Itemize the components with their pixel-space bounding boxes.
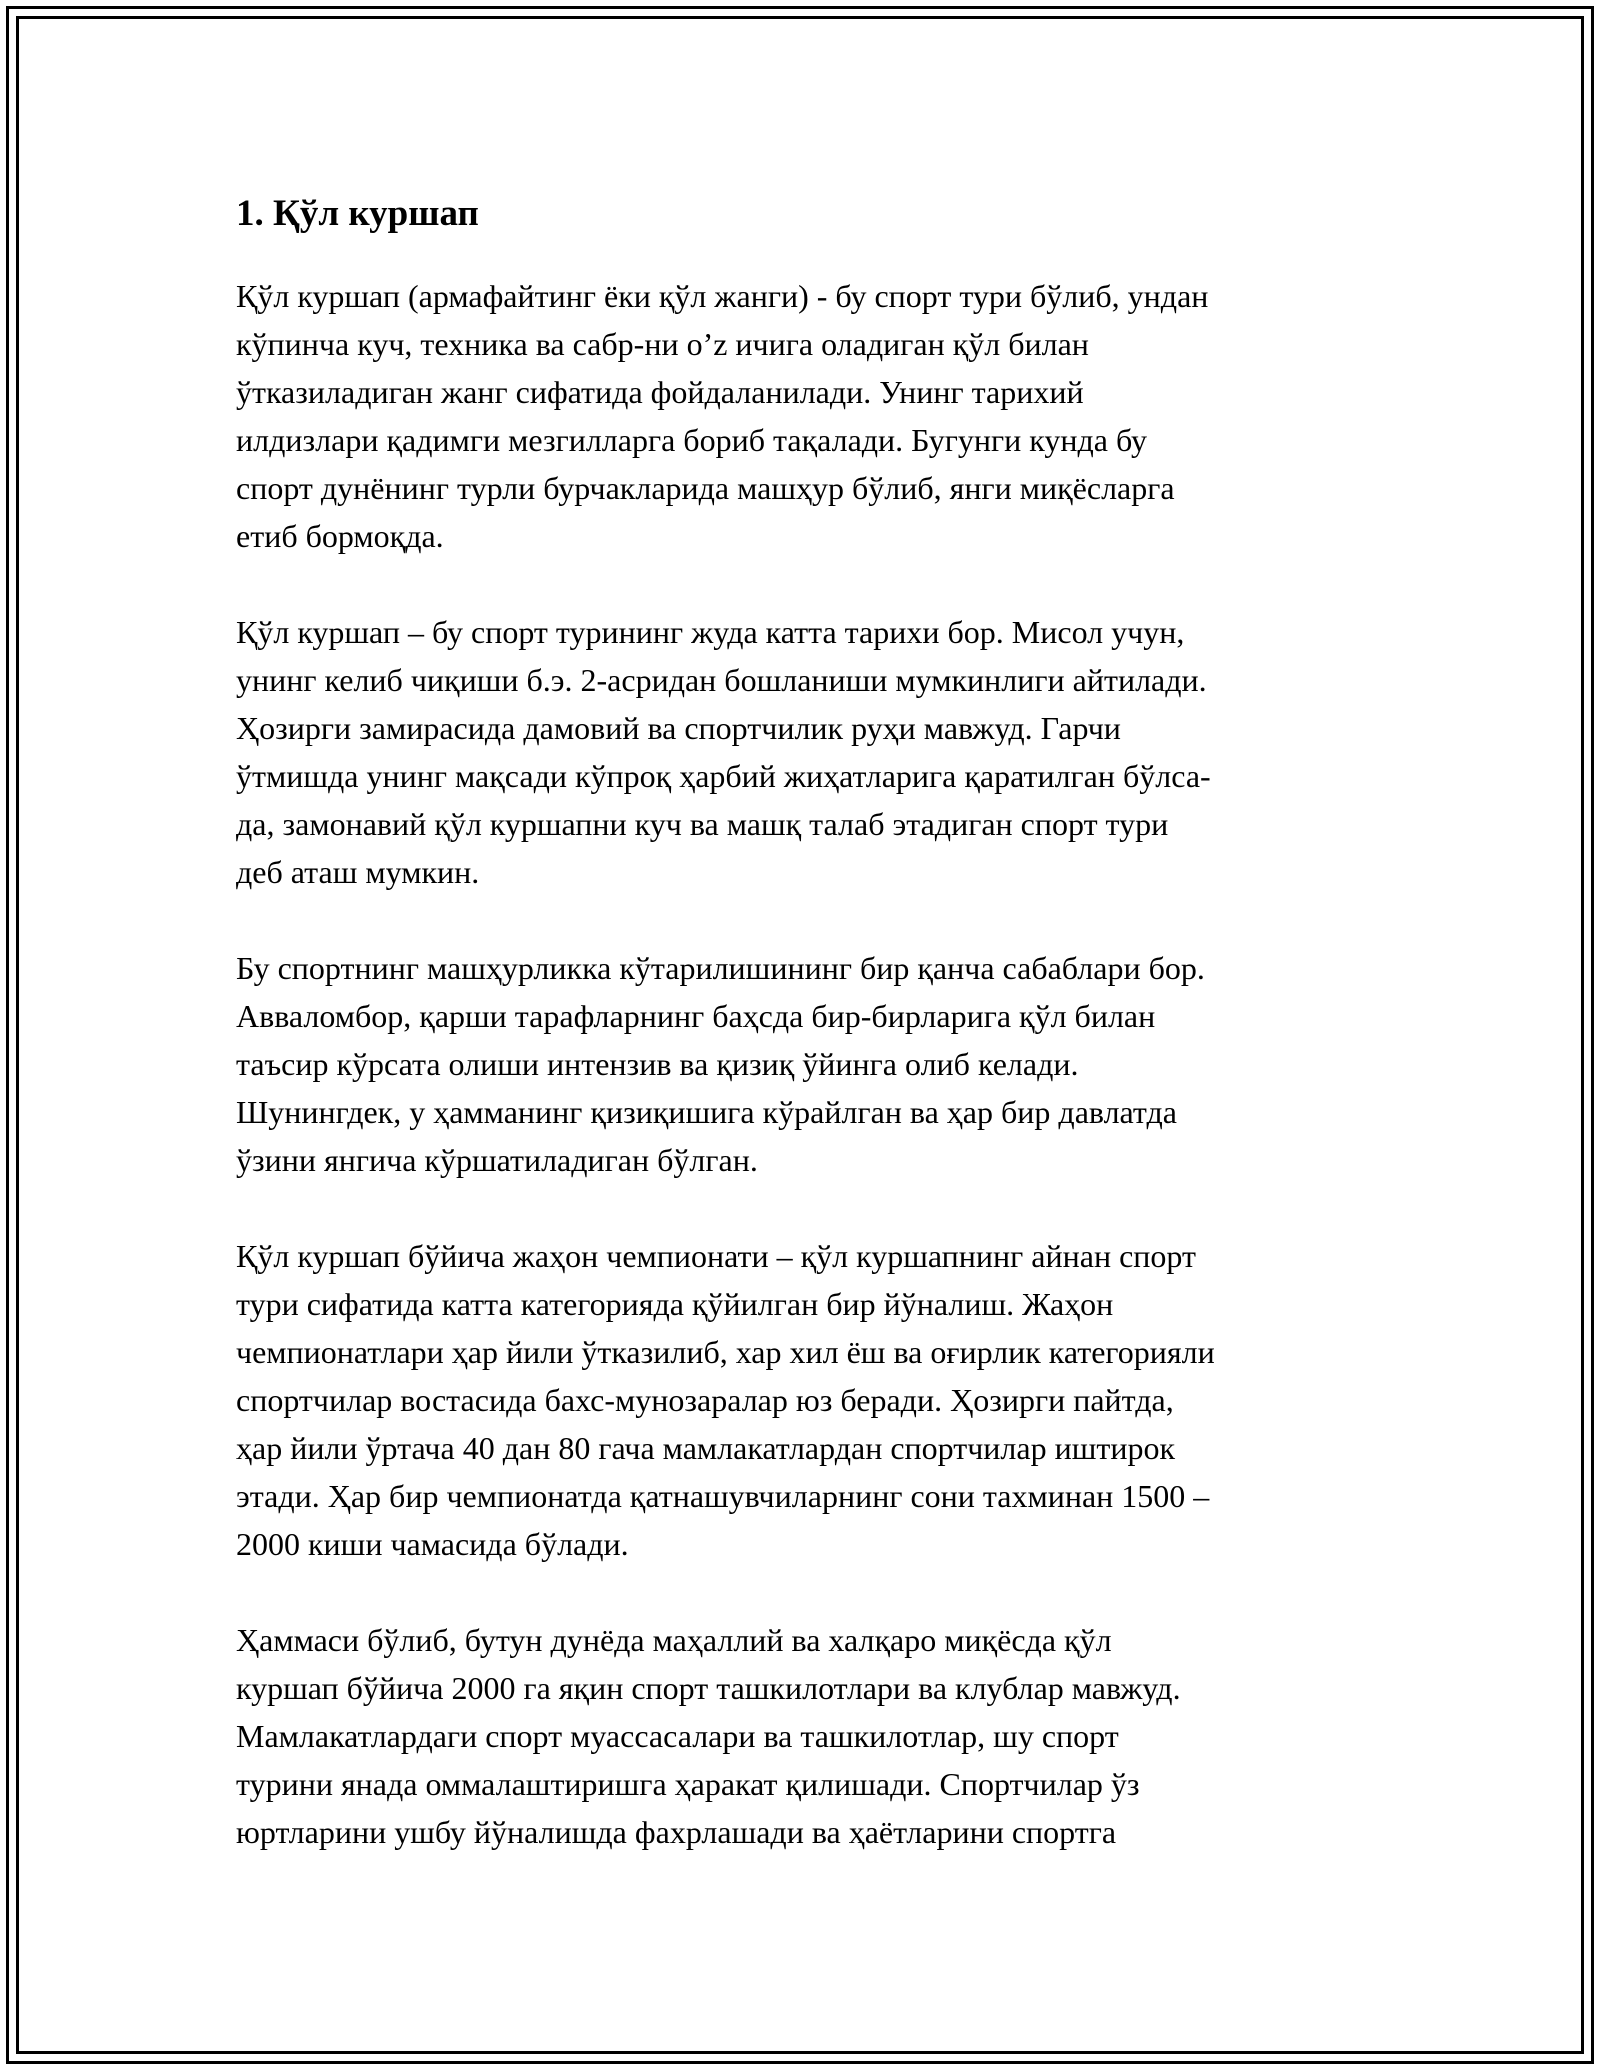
document-body [236,186,1366,1904]
paragraph-1: Қўл куршап (армафайтинг ёки қўл жанги) - бу спорт тури бўлиб, ундан кўпинча куч, техника ва сабр-ни o’z ичига оладиган қўл билан ўтказиладиган жанг сифатида фойдаланилади. Унинг тарихий илдизлари қадимги мезгилларга бориб тақалади. Бугунги кунда бу спорт дунёнинг турли бурчакларида машҳур бўлиб, янги миқёсларга етиб бормоқда. [236,278,1209,554]
paragraph-2: Қўл куршап – бу спорт турининг жуда катта тарихи бор. Мисол учун, унинг келиб чиқиши б.э. 2-асридан бошланиши мумкинлиги айтилади. Ҳозирги замирасида дамовий ва спортчилик руҳи мавжуд. Гарчи ўтмишда унинг мақсади кўпроқ ҳарбий жиҳатларига қаратилган бўлса- да, замонавий қўл куршапни куч ва машқ талаб этадиган спорт тури деб аташ мумкин. [236,614,1211,890]
paragraph-3: Бу спортнинг машҳурликка кўтарилишининг бир қанча сабаблари бор. Авваломбор, қарши тарафларнинг баҳсда бир-бирларига қўл билан таъсир кўрсата олиши интензив ва қизиқ ўйинга олиб келади. Шунингдек, у ҳамманинг қизиқишига кўрайлган ва ҳар бир давлатда ўзини янгича кўршатиладиган бўлган. [236,950,1205,1178]
paragraph-5: Ҳаммаси бўлиб, бутун дунёда маҳаллий ва халқаро миқёсда қўл куршап бўйича 2000 га яқин спорт ташкилотлари ва клублар мавжуд. Мамлакатлардаги спорт муассасалари ва ташкилотлар, шу спорт турини янада оммалаштиришга ҳаракат қилишади. Спортчилар ўз юртларини ушбу йўналишда фахрлашади ва ҳаётларини спортга [236,1622,1181,1850]
paragraph-4: Қўл куршап бўйича жаҳон чемпионати – қўл куршапнинг айнан спорт тури сифатида катта категорияда қўйилган бир йўналиш. Жаҳон чемпионатлари ҳар йили ўтказилиб, хар хил ёш ва оғирлик категорияли спортчилар востасида бахс-мунозаралар юз беради. Ҳозирги пайтда, ҳар йили ўртача 40 дан 80 гача мамлакатлардан спортчилар иштирок этади. Ҳар бир чемпионатда қатнашувчиларнинг сони тахминан 1500 – 2000 киши чамасида бўлади. [236,1238,1215,1562]
section-heading: 1. Қўл куршап [236,193,479,234]
